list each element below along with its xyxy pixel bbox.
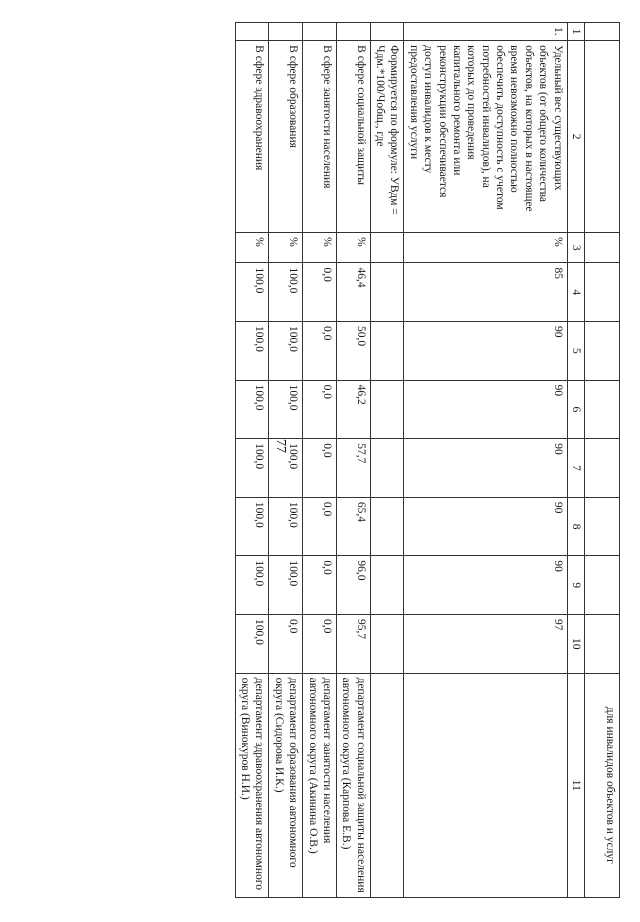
column-number: 6 [567, 380, 584, 439]
value-col8: 100,0 [235, 497, 269, 556]
value-col7: 100,0 [269, 439, 303, 498]
row-description: В сфере социальной защиты [337, 41, 371, 233]
value-col6 [370, 380, 404, 439]
table-row [269, 23, 303, 898]
row-number [337, 23, 371, 41]
row-unit: % [269, 233, 303, 263]
value-col7: 0,0 [303, 439, 337, 498]
table-row [337, 23, 371, 898]
page-number: 77 [273, 439, 288, 453]
value-col6: 90 [404, 380, 567, 439]
row-number [235, 23, 269, 41]
table-row [370, 23, 404, 898]
row-description: В сфере здравоохранения [235, 41, 269, 233]
table-row [235, 23, 269, 898]
row-description: В сфере занятости населения [303, 41, 337, 233]
value-col10 [370, 615, 404, 674]
row-unit [370, 233, 404, 263]
responsible: департамент образования автономного округа (Сидорова И.К.) [269, 673, 303, 897]
table-row [303, 23, 337, 898]
responsible [404, 673, 567, 897]
value-col6: 100,0 [269, 380, 303, 439]
column-number: 8 [567, 497, 584, 556]
row-number [303, 23, 337, 41]
value-col5: 100,0 [269, 322, 303, 381]
value-col5: 90 [404, 322, 567, 381]
responsible: департамент социальной защиты населения автономного округа (Карпова Е.В.) [337, 673, 371, 897]
value-2016: 85 [404, 263, 567, 322]
row-number: 1. [404, 23, 567, 41]
value-col6: 46,2 [337, 380, 371, 439]
value-col8: 65,4 [337, 497, 371, 556]
value-col10: 100,0 [235, 615, 269, 674]
header-fragment: для инвалидов объектов и услуг [585, 673, 620, 897]
value-col4: 100,0 [269, 263, 303, 322]
column-number: 7 [567, 439, 584, 498]
value-col9: 96,0 [337, 556, 371, 615]
value-col6: 100,0 [235, 380, 269, 439]
value-col7: 100,0 [235, 439, 269, 498]
value-col4: 0,0 [303, 263, 337, 322]
value-col8: 100,0 [269, 497, 303, 556]
value-col9: 0,0 [303, 556, 337, 615]
value-col6: 0,0 [303, 380, 337, 439]
row-unit: % [235, 233, 269, 263]
row-number [370, 23, 404, 41]
value-col9: 100,0 [269, 556, 303, 615]
value-col9 [370, 556, 404, 615]
value-col8 [370, 497, 404, 556]
value-col10: 0,0 [269, 615, 303, 674]
column-number: 11 [567, 673, 584, 897]
row-number [269, 23, 303, 41]
indicators-table [235, 22, 620, 898]
value-col4: 100,0 [235, 263, 269, 322]
row-unit: % [404, 233, 567, 263]
rotated-table-sheet [20, 22, 620, 922]
value-col4 [370, 263, 404, 322]
column-number: 5 [567, 322, 584, 381]
row-unit: % [337, 233, 371, 263]
value-col8: 0,0 [303, 497, 337, 556]
value-col5: 50,0 [337, 322, 371, 381]
column-number: 2 [567, 41, 584, 233]
value-col5: 0,0 [303, 322, 337, 381]
value-col9: 100,0 [235, 556, 269, 615]
row-description: Формируется по формуле: УВдм = Чдм.*100/Чобщ., где [370, 41, 404, 233]
column-number: 1 [567, 23, 584, 41]
value-col7 [370, 439, 404, 498]
responsible: департамент занятости населения автономного округа (Акинина О.В.) [303, 673, 337, 897]
header-continuation-row [585, 23, 620, 898]
value-col10: 97 [404, 615, 567, 674]
column-number: 9 [567, 556, 584, 615]
table-row [404, 23, 567, 898]
value-col5 [370, 322, 404, 381]
value-col7: 90 [404, 439, 567, 498]
column-number: 10 [567, 615, 584, 674]
responsible [370, 673, 404, 897]
value-col5: 100,0 [235, 322, 269, 381]
row-description: Удельный вес существующих объектов (от общего количества объектов, на которых в настоящее время невозможно полностью обеспечить доступность с учетом потребностей инвалидов), на которых до проведения капитального ремонта или реконструкции обеспечивается доступ инвалидов к месту предоставления услуги [404, 41, 567, 233]
value-col7: 57,7 [337, 439, 371, 498]
value-col4: 46,4 [337, 263, 371, 322]
column-number: 3 [567, 233, 584, 263]
row-unit: % [303, 233, 337, 263]
value-col8: 90 [404, 497, 567, 556]
value-col10: 95,7 [337, 615, 371, 674]
row-description: В сфере образования [269, 41, 303, 233]
column-number-row [567, 23, 584, 898]
value-col9: 90 [404, 556, 567, 615]
value-col10: 0,0 [303, 615, 337, 674]
column-number: 4 [567, 263, 584, 322]
responsible: департамент здравоохранения автономного округа (Винокуров Н.И.) [235, 673, 269, 897]
